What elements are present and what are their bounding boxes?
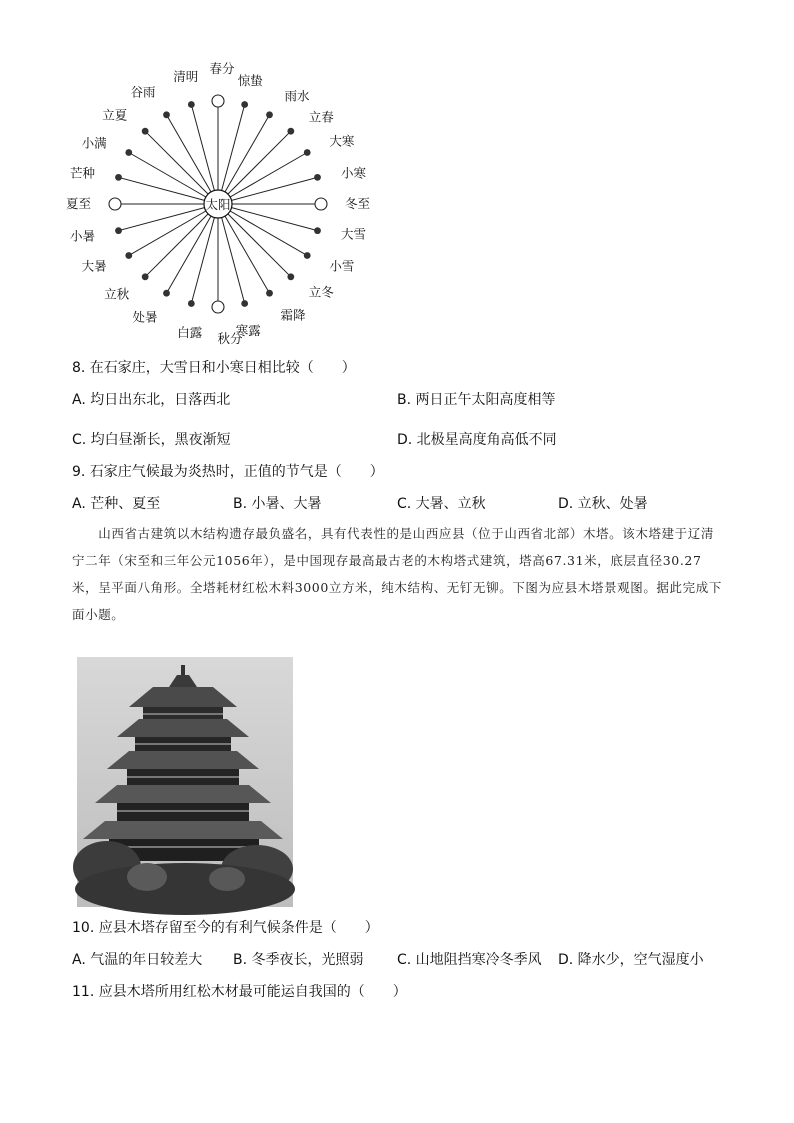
q8-option-a[interactable]: A. 均日出东北，日落西北 <box>72 392 231 408</box>
spoke <box>218 204 245 303</box>
term-label: 处暑 <box>132 309 158 325</box>
term-marker <box>125 149 132 156</box>
sun-label: 太阳 <box>205 197 231 212</box>
spoke <box>119 204 218 231</box>
term-marker <box>241 101 248 108</box>
spoke <box>218 153 307 205</box>
term-marker <box>142 273 149 280</box>
q8-stem: 8. 在石家庄，大雪日和小寒日相比较（ ） <box>72 360 356 376</box>
spoke <box>218 204 307 256</box>
term-label: 谷雨 <box>130 84 156 100</box>
term-label: 大雪 <box>341 226 367 242</box>
term-label: 立秋 <box>104 286 130 302</box>
term-marker <box>314 174 321 181</box>
spoke <box>218 115 270 204</box>
term-label: 白露 <box>177 325 203 341</box>
term-marker <box>125 252 132 259</box>
q9-option-d[interactable]: D. 立秋、处暑 <box>558 496 648 512</box>
q10-option-b[interactable]: B. 冬季夜长，光照弱 <box>233 952 364 968</box>
spoke <box>218 131 291 204</box>
q10-option-a[interactable]: A. 气温的年日较差大 <box>72 952 203 968</box>
term-label: 小满 <box>81 135 107 151</box>
term-label: 霜降 <box>280 307 306 323</box>
term-label: 小寒 <box>341 165 367 181</box>
term-marker <box>304 149 311 156</box>
term-marker <box>241 300 248 307</box>
term-label: 小雪 <box>329 258 355 274</box>
term-label: 雨水 <box>284 88 310 104</box>
term-label: 清明 <box>173 68 199 84</box>
term-marker <box>142 128 149 135</box>
term-label: 大暑 <box>81 258 107 274</box>
term-label: 冬至 <box>345 196 371 211</box>
spoke <box>218 177 317 204</box>
q9-option-b[interactable]: B. 小暑、大暑 <box>233 496 322 512</box>
term-marker <box>212 95 224 107</box>
term-marker <box>163 290 170 297</box>
term-marker <box>314 227 321 234</box>
spoke <box>145 204 218 277</box>
term-label: 春分 <box>209 61 235 76</box>
q10-option-d[interactable]: D. 降水少，空气湿度小 <box>558 952 704 968</box>
term-marker <box>212 301 224 313</box>
term-label: 立冬 <box>308 284 334 300</box>
spoke <box>167 204 219 293</box>
spoke <box>167 115 219 204</box>
q9-option-a[interactable]: A. 芒种、夏至 <box>72 496 161 512</box>
reading-passage: 山西省古建筑以木结构遗存最负盛名，具有代表性的是山西应县（位于山西省北部）木塔。该木塔建于辽清宁二年（宋至和三年公元1056年），是中国现存最高最古老的木构塔式建筑，塔高67.31米，底层直径30.27米，呈平面八角形。全塔耗材红松木料3000立方米，纯木结构、无钉无铆。下图为应县木塔景观图。据此完成下面小题。 <box>72 526 722 622</box>
term-label: 小暑 <box>69 228 95 244</box>
solar-terms-diagram <box>65 61 371 350</box>
term-marker <box>188 300 195 307</box>
spoke <box>119 177 218 204</box>
term-marker <box>163 111 170 118</box>
term-marker <box>287 128 294 135</box>
term-marker <box>109 198 121 210</box>
term-label: 惊蛰 <box>237 72 263 88</box>
term-marker <box>266 111 273 118</box>
term-label: 秋分 <box>217 331 243 346</box>
term-marker <box>304 252 311 259</box>
term-marker <box>115 174 122 181</box>
q10-option-c[interactable]: C. 山地阻挡寒冷冬季风 <box>397 952 542 968</box>
term-marker <box>287 273 294 280</box>
term-marker <box>315 198 327 210</box>
spoke <box>218 204 270 293</box>
spoke <box>145 131 218 204</box>
term-label: 大寒 <box>329 133 355 149</box>
spoke <box>218 204 291 277</box>
spoke <box>191 204 218 303</box>
term-label: 寒露 <box>235 323 261 339</box>
term-label: 夏至 <box>65 196 91 211</box>
pagoda-photo <box>77 657 293 907</box>
q8-option-b[interactable]: B. 两日正午太阳高度相等 <box>397 392 556 408</box>
q8-option-d[interactable]: D. 北极星高度角高低不同 <box>397 432 557 448</box>
spoke <box>218 105 245 204</box>
q9-option-c[interactable]: C. 大暑、立秋 <box>397 496 486 512</box>
q8-option-c[interactable]: C. 均白昼渐长，黑夜渐短 <box>72 432 231 448</box>
spoke <box>191 105 218 204</box>
term-label: 立春 <box>308 109 334 125</box>
q11-stem: 11. 应县木塔所用红松木材最可能运自我国的（ ） <box>72 984 407 1000</box>
term-label: 立夏 <box>102 107 128 123</box>
q9-stem: 9. 石家庄气候最为炎热时，正值的节气是（ ） <box>72 464 384 480</box>
q10-stem: 10. 应县木塔存留至今的有利气候条件是（ ） <box>72 920 379 936</box>
term-marker <box>266 290 273 297</box>
term-label: 芒种 <box>69 165 95 181</box>
spoke <box>218 204 317 231</box>
term-marker <box>115 227 122 234</box>
term-marker <box>188 101 195 108</box>
